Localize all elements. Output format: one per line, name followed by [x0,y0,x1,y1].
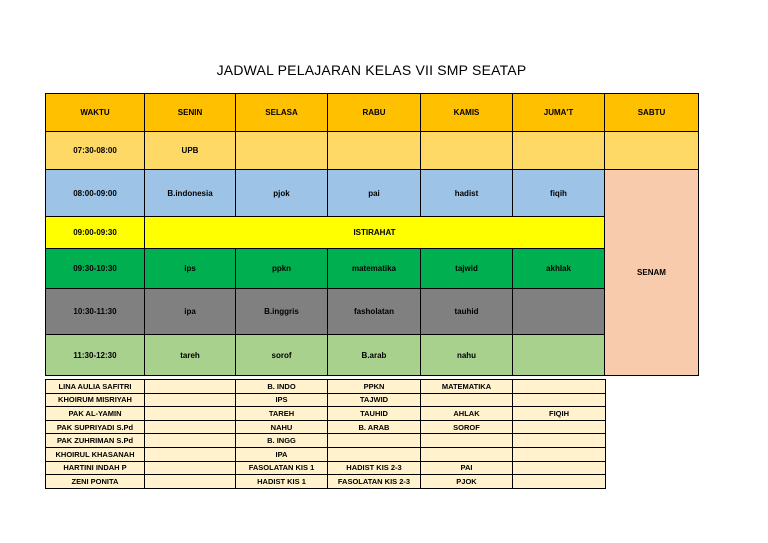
teacher-subject-cell [145,393,236,407]
subject-cell [328,132,421,170]
teacher-name: KHOIRUL KHASANAH [46,447,145,461]
teacher-name: PAK SUPRIYADI S.Pd [46,420,145,434]
teacher-name: HARTINI INDAH P [46,461,145,475]
time-cell: 11:30-12:30 [46,335,145,376]
teacher-subject-cell: B. INDO [236,380,328,394]
teacher-subject-cell [513,420,606,434]
teacher-name: PAK ZUHRIMAN S.Pd [46,434,145,448]
teacher-row [46,475,606,489]
subject-cell: akhlak [513,249,605,289]
teacher-name: ZENI PONITA [46,475,145,489]
teacher-subject-cell [513,461,606,475]
subject-cell: tauhid [421,289,513,335]
teacher-subject-cell [145,475,236,489]
teacher-name: LINA AULIA SAFITRI [46,380,145,394]
subject-cell: B.indonesia [145,170,236,217]
teacher-row [46,461,606,475]
teacher-assignment-table [45,379,606,489]
teacher-subject-cell [513,393,606,407]
teacher-subject-cell: NAHU [236,420,328,434]
row-0900-break [46,217,699,249]
header-kamis: KAMIS [421,94,513,132]
teacher-subject-cell: IPS [236,393,328,407]
teacher-subject-cell [513,380,606,394]
subject-cell: ips [145,249,236,289]
teacher-row [46,420,606,434]
row-0930 [46,249,699,289]
time-cell: 09:30-10:30 [46,249,145,289]
teacher-subject-cell: HADIST KIS 1 [236,475,328,489]
subject-cell-sabtu [605,132,699,170]
teacher-subject-cell [513,434,606,448]
teacher-row [46,407,606,421]
time-cell: 07:30-08:00 [46,132,145,170]
teacher-subject-cell [421,393,513,407]
time-cell: 09:00-09:30 [46,217,145,249]
subject-cell: tareh [145,335,236,376]
teacher-subject-cell: TAUHID [328,407,421,421]
break-cell: ISTIRAHAT [145,217,605,249]
subject-cell [421,132,513,170]
subject-cell: pai [328,170,421,217]
subject-cell: ipa [145,289,236,335]
teacher-subject-cell [145,434,236,448]
time-cell: 10:30-11:30 [46,289,145,335]
teacher-subject-cell: MATEMATIKA [421,380,513,394]
teacher-subject-cell: PAI [421,461,513,475]
subject-cell: sorof [236,335,328,376]
subject-cell: hadist [421,170,513,217]
subject-cell: ppkn [236,249,328,289]
subject-cell: nahu [421,335,513,376]
subject-cell [513,335,605,376]
teacher-subject-cell: SOROF [421,420,513,434]
saturday-senam-cell: SENAM [605,170,699,376]
subject-cell [513,132,605,170]
teacher-subject-cell [145,380,236,394]
teacher-subject-cell: B. INGG [236,434,328,448]
teacher-row [46,380,606,394]
teacher-subject-cell [328,447,421,461]
teacher-row [46,447,606,461]
subject-cell: B.arab [328,335,421,376]
row-0730 [46,132,699,170]
teacher-subject-cell [145,447,236,461]
teacher-subject-cell [513,475,606,489]
teacher-subject-cell: IPA [236,447,328,461]
schedule-table [45,93,699,376]
header-row [46,94,699,132]
teacher-subject-cell: PJOK [421,475,513,489]
subject-cell: B.inggris [236,289,328,335]
teacher-name: KHOIRUM MISRIYAH [46,393,145,407]
subject-cell: fasholatan [328,289,421,335]
header-selasa: SELASA [236,94,328,132]
row-0800 [46,170,699,217]
teacher-row [46,393,606,407]
subject-cell [236,132,328,170]
teacher-subject-cell: TAJWID [328,393,421,407]
teacher-subject-cell: B. ARAB [328,420,421,434]
teacher-row [46,434,606,448]
teacher-subject-cell: TAREH [236,407,328,421]
teacher-name: PAK AL-YAMIN [46,407,145,421]
row-1130 [46,335,699,376]
subject-cell: matematika [328,249,421,289]
teacher-subject-cell: FIQIH [513,407,606,421]
teacher-subject-cell [328,434,421,448]
teacher-subject-cell: FASOLATAN KIS 2-3 [328,475,421,489]
teacher-subject-cell [145,420,236,434]
page-title: JADWAL PELAJARAN KELAS VII SMP SEATAP [216,62,527,78]
header-waktu: WAKTU [46,94,145,132]
teacher-subject-cell [421,447,513,461]
subject-cell: pjok [236,170,328,217]
teacher-subject-cell: FASOLATAN KIS 1 [236,461,328,475]
teacher-subject-cell: AHLAK [421,407,513,421]
header-senin: SENIN [145,94,236,132]
teacher-subject-cell [145,407,236,421]
teacher-subject-cell [145,461,236,475]
subject-cell: UPB [145,132,236,170]
subject-cell [513,289,605,335]
teacher-subject-cell [513,447,606,461]
time-cell: 08:00-09:00 [46,170,145,217]
header-sabtu: SABTU [605,94,699,132]
subject-cell: tajwid [421,249,513,289]
teacher-subject-cell [421,434,513,448]
teacher-subject-cell: HADIST KIS 2-3 [328,461,421,475]
header-jumat: JUMA'T [513,94,605,132]
row-1030 [46,289,699,335]
header-rabu: RABU [328,94,421,132]
teacher-subject-cell: PPKN [328,380,421,394]
subject-cell: fiqih [513,170,605,217]
